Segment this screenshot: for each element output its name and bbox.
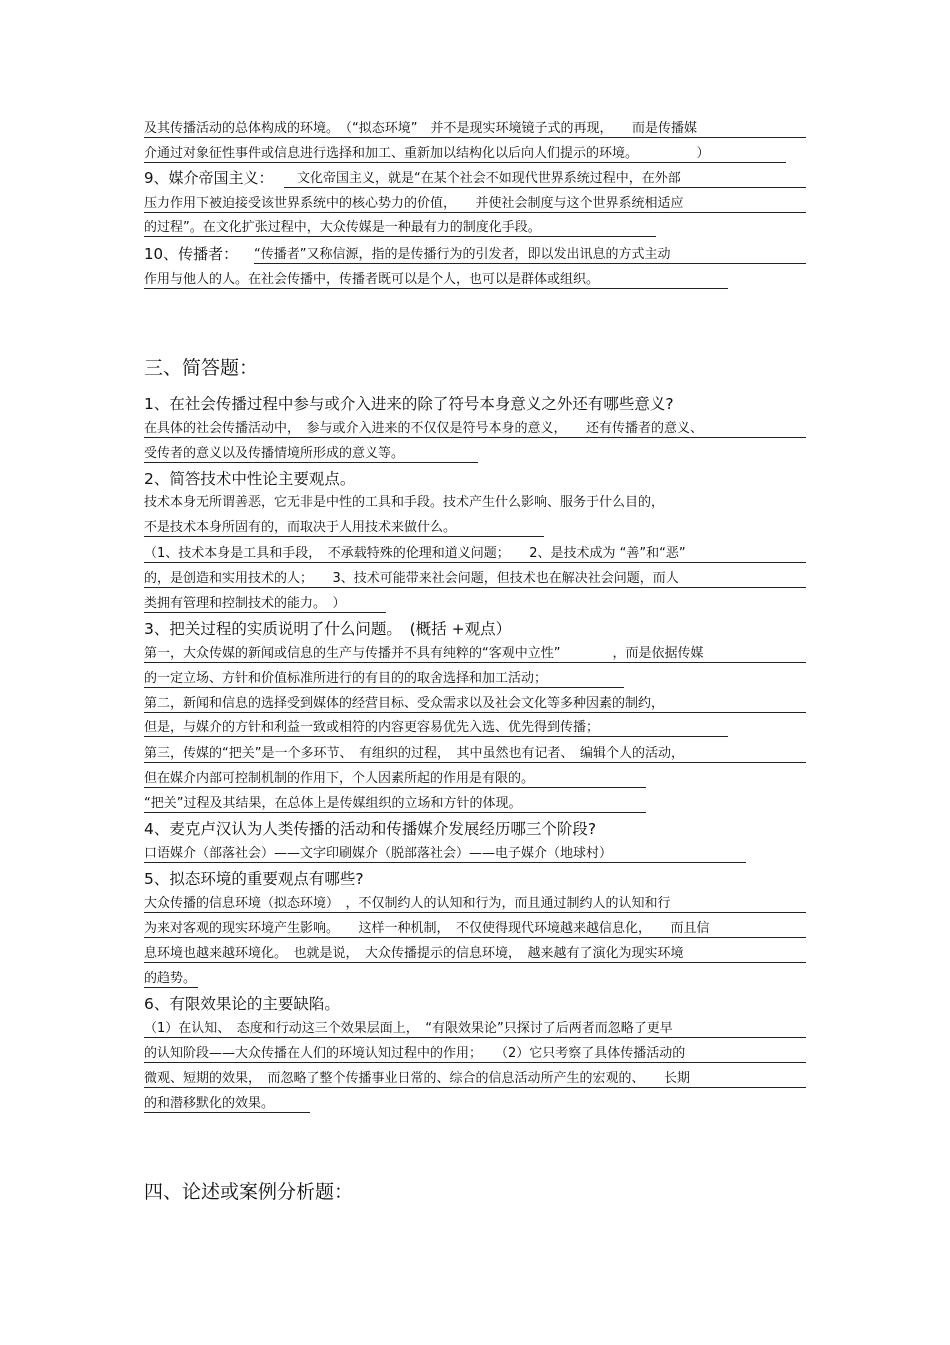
section-4-title: 四、论述或案例分析题： bbox=[144, 1181, 354, 1203]
definition-line: “传播者”又称信源，指的是传播行为的引发者，即以发出讯息的方式主动 bbox=[254, 246, 806, 264]
answer-line: 类拥有管理和控制技术的能力。 ） bbox=[144, 595, 386, 613]
definition-line: 的过程”。在文化扩张过程中，大众传媒是一种最有力的制度化手段。 bbox=[144, 219, 656, 237]
answer-line: “把关”过程及其结果，在总体上是传媒组织的立场和方针的体现。 bbox=[144, 795, 646, 813]
answer-line: 的，是创造和实用技术的人； 3、技术可能带来社会问题，但技术也在解决社会问题，而人 bbox=[144, 570, 806, 588]
answer-line: 在具体的社会传播活动中， 参与或介入进来的不仅仅是符号本身的意义， 还有传播者的意义、 bbox=[144, 420, 806, 438]
section-3-title: 三、简答题： bbox=[144, 357, 259, 379]
definition-line: 压力作用下被迫接受该世界系统中的核心势力的价值， 并使社会制度与这个世界系统相适应 bbox=[144, 195, 806, 213]
answer-line: 的认知阶段——大众传播在人们的环境认知过程中的作用； （2）它只考察了具体传播活动的 bbox=[144, 1045, 806, 1063]
definition-line: 及其传播活动的总体构成的环境。 （“拟态环境” 并不是现实环境镜子式的再现， 而是传播媒 bbox=[144, 120, 806, 138]
answer-line: 技术本身无所谓善恶，它无非是中性的工具和手段。技术产生什么影响、服务于什么目的， bbox=[144, 495, 665, 510]
question-2: 2、简答技术中性论主要观点。 bbox=[144, 470, 356, 488]
answer-line: （1）在认知、 态度和行动这三个效果层面上， “有限效果论”只探讨了后两者而忽略了更早 bbox=[144, 1020, 806, 1038]
question-1: 1、在社会传播过程中参与或介入进来的除了符号本身意义之外还有哪些意义? bbox=[144, 395, 674, 413]
definition-line: 文化帝国主义，就是“在某个社会不如现代世界系统过程中，在外部 bbox=[284, 170, 806, 188]
answer-line: 息环境也越来越环境化。 也就是说， 大众传播提示的信息环境， 越来越有了演化为现实环境 bbox=[144, 945, 806, 963]
answer-line: 但在媒介内部可控制机制的作用下，个人因素所起的作用是有限的。 bbox=[144, 770, 646, 788]
answer-line: 第二，新闻和信息的选择受到媒体的经营目标、受众需求以及社会文化等多种因素的制约， bbox=[144, 695, 806, 713]
answer-line: 但是，与媒介的方针和利益一致或相符的内容更容易优先入选、优先得到传播； bbox=[144, 719, 728, 737]
answer-line: 不是技术本身所固有的，而取决于人用技术来做什么。 bbox=[144, 519, 544, 537]
answer-line: 的一定立场、方针和价值标准所进行的有目的的取舍选择和加工活动； bbox=[144, 670, 624, 688]
definition-line: 介通过对象征性事件或信息进行选择和加工、重新加以结构化以后向人们提示的环境。 ） bbox=[144, 145, 786, 163]
question-6: 6、有限效果论的主要缺陷。 bbox=[144, 995, 340, 1013]
answer-line: 为来对客观的现实环境产生影响。 这样一种机制， 不仅使得现代环境越来越信息化， 而且信 bbox=[144, 920, 806, 938]
answer-line: 第一，大众传媒的新闻或信息的生产与传播并不具有纯粹的“客观中立性” ，而是依据传媒 bbox=[144, 645, 806, 663]
term-9 bbox=[144, 170, 274, 188]
answer-line: （1、技术本身是工具和手段， 不承载特殊的伦理和道义问题； 2、是技术成为 “善”和“恶” bbox=[144, 545, 806, 563]
definition-line: 作用与他人的人。在社会传播中，传播者既可以是个人，也可以是群体或组织。 bbox=[144, 271, 728, 289]
term-label: 9、媒介帝国主义： bbox=[144, 169, 274, 187]
answer-line: 大众传播的信息环境（拟态环境） ，不仅制约人的认知和行为，而且通过制约人的认知和行 bbox=[144, 895, 806, 913]
answer-line: 微观、短期的效果， 而忽略了整个传播事业日常的、综合的信息活动所产生的宏观的、 长期 bbox=[144, 1070, 806, 1088]
answer-line: 口语媒介（部落社会）——文字印刷媒介（脱部落社会）——电子媒介（地球村） bbox=[144, 845, 746, 863]
question-4: 4、麦克卢汉认为人类传播的活动和传播媒介发展经历哪三个阶段? bbox=[144, 820, 597, 838]
term-10 bbox=[144, 246, 238, 264]
answer-line: 受传者的意义以及传播情境所形成的意义等。 bbox=[144, 445, 478, 463]
answer-line: 的趋势。 bbox=[144, 971, 197, 986]
question-5: 5、拟态环境的重要观点有哪些? bbox=[144, 870, 364, 888]
term-label: 10、传播者： bbox=[144, 245, 239, 263]
question-3: 3、把关过程的实质说明了什么问题。 (概括 +观点） bbox=[144, 620, 512, 638]
answer-line: 第三，传媒的“把关”是一个多环节、 有组织的过程， 其中虽然也有记者、 编辑个人的活动， bbox=[144, 745, 806, 763]
answer-line: 的和潜移默化的效果。 bbox=[144, 1095, 310, 1113]
